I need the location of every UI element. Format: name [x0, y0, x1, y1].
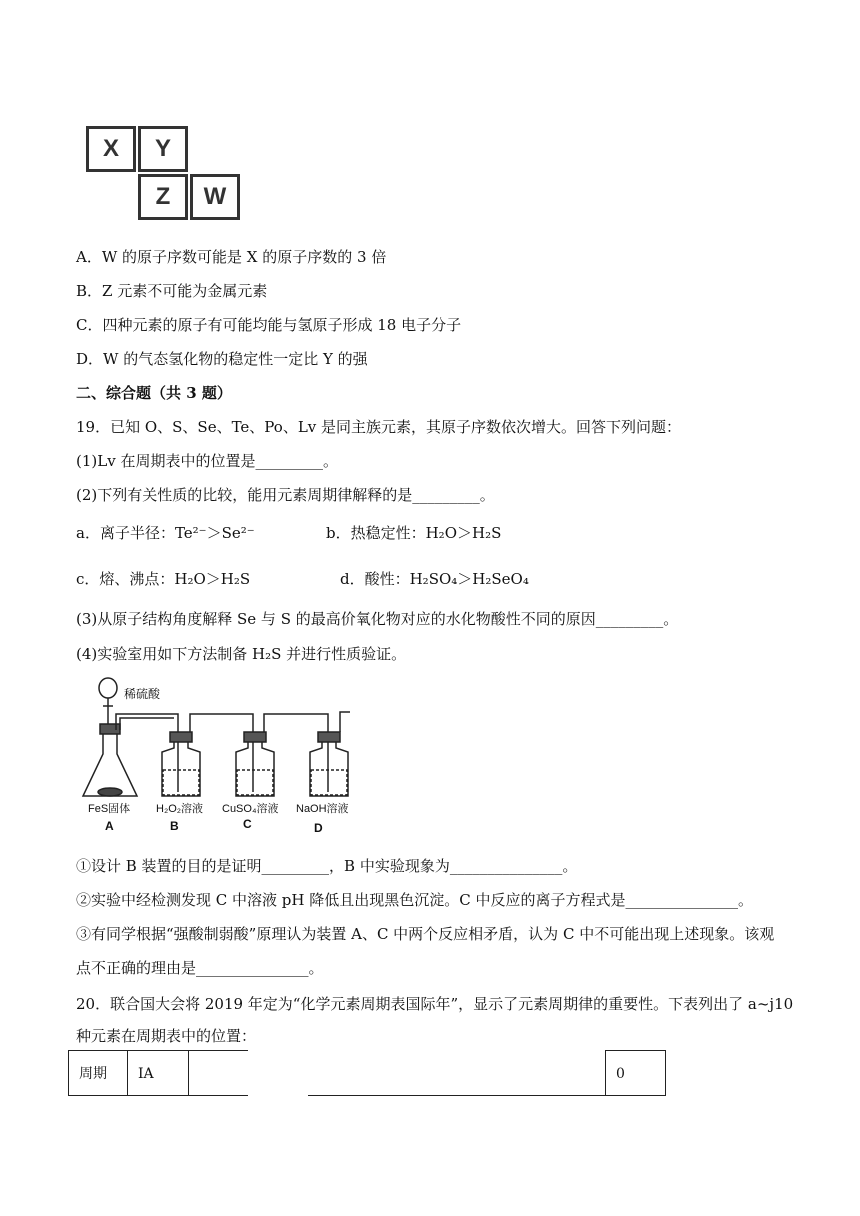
- q19-option-c: c．熔、沸点：H₂O＞H₂S: [76, 570, 251, 588]
- grid-cell-z: Z: [138, 174, 188, 220]
- table-gap: [248, 1095, 606, 1096]
- bottle-d-icon: [310, 732, 348, 796]
- letter-b: B: [170, 819, 179, 833]
- q19-option-d: d．酸性：H₂SO₄＞H₂SeO₄: [340, 570, 529, 588]
- table-header-0: 0: [605, 1050, 666, 1096]
- q19-option-b: b．热稳定性：H₂O＞H₂S: [326, 524, 502, 542]
- table-header-ia: IA: [127, 1050, 189, 1096]
- flask-a-icon: [83, 734, 137, 796]
- funnel-label: 稀硫酸: [124, 687, 161, 701]
- q20-stem-a: 20．联合国大会将 2019 年定为“化学元素周期表国际年”，显示了元素周期律的重要性。下表列出了 a~j10: [76, 995, 794, 1013]
- flask-a-stopper: [100, 724, 120, 734]
- grid-cell-w: W: [190, 174, 240, 220]
- letter-c: C: [243, 817, 252, 831]
- q19-sub3b: 点不正确的理由是_______________。: [76, 959, 324, 977]
- q19-part2: (2)下列有关性质的比较，能用元素周期律解释的是_________。: [76, 486, 495, 504]
- h2s-apparatus-diagram: [78, 674, 350, 839]
- q20-stem-b: 种元素在周期表中的位置：: [76, 1027, 257, 1045]
- letter-a: A: [105, 819, 114, 833]
- bottle-c-icon: [236, 732, 274, 796]
- q18-option-b: B．Z 元素不可能为金属元素: [76, 282, 268, 300]
- label-b: H₂O₂溶液: [156, 803, 204, 815]
- q19-part4: (4)实验室用如下方法制备 H₂S 并进行性质验证。: [76, 645, 407, 663]
- table-cell-blank: [188, 1050, 248, 1096]
- label-d: NaOH溶液: [296, 803, 349, 815]
- section-title: 二、综合题（共 3 题）: [76, 384, 232, 402]
- label-c: CuSO₄溶液: [222, 803, 279, 815]
- q18-option-d: D．W 的气态氢化物的稳定性一定比 Y 的强: [76, 350, 368, 368]
- grid-cell-y: Y: [138, 126, 188, 172]
- q19-part1: (1)Lv 在周期表中的位置是_________。: [76, 452, 338, 470]
- bottle-b-icon: [162, 732, 200, 796]
- table-header-period: 周期: [68, 1050, 128, 1096]
- q18-option-a: A．W 的原子序数可能是 X 的原子序数的 3 倍: [76, 248, 387, 266]
- q19-stem: 19．已知 O、S、Se、Te、Po、Lv 是同主族元素，其原子序数依次增大。回答下列问题：: [76, 418, 682, 436]
- q19-sub2: ②实验中经检测发现 C 中溶液 pH 降低且出现黑色沉淀。C 中反应的离子方程式是_______________。: [76, 891, 753, 909]
- q19-part3: (3)从原子结构角度解释 Se 与 S 的最高价氧化物对应的水化物酸性不同的原因_________。: [76, 610, 679, 628]
- q19-sub3a: ③有同学根据“强酸制弱酸”原理认为装置 A、C 中两个反应相矛盾，认为 C 中不可能出现上述现象。该观: [76, 925, 775, 943]
- letter-d: D: [314, 821, 323, 835]
- separatory-funnel-icon: [99, 678, 117, 698]
- label-a: FeS固体: [88, 803, 131, 815]
- q18-option-c: C．四种元素的原子有可能均能与氢原子形成 18 电子分子: [76, 316, 462, 334]
- q19-sub1: ①设计 B 装置的目的是证明_________，B 中实验现象为_______________。: [76, 857, 578, 875]
- q19-option-a: a．离子半径：Te²⁻＞Se²⁻: [76, 524, 255, 542]
- grid-cell-x: X: [86, 126, 136, 172]
